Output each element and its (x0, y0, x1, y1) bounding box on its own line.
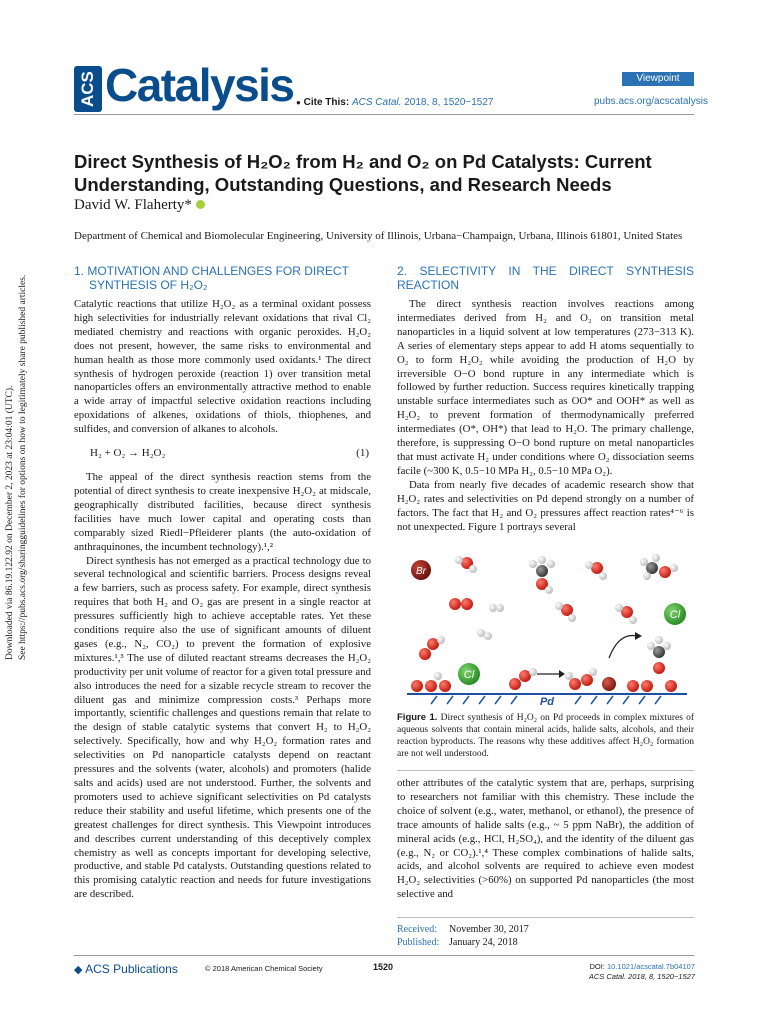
article-title (74, 150, 694, 196)
cite-journal: ACS Catal. (351, 97, 402, 108)
caption-text: Direct synthesis of H₂O₂ on Pd proceeds in complex mixtures of aqueous solvents that contain mineral acids, halide salts, alcohols, and their reaction byproducts. The reasons why these additives affect H₂O₂ formation are not well understood. (397, 713, 695, 759)
hydrogen-molecule (489, 604, 504, 612)
cite-label: Cite This: (303, 97, 350, 108)
copyright: © 2018 American Chemical Society (205, 964, 323, 973)
equation-1 (74, 437, 371, 471)
methanol-molecule (529, 556, 555, 594)
publisher-logo[interactable] (74, 962, 178, 976)
cite-icon: ● (296, 98, 301, 107)
equation-text: H₂ + O₂ → H₂O₂ (90, 447, 166, 460)
pd-surface (407, 694, 687, 706)
doi-link[interactable]: 10.1021/acscatal.7b04107 (607, 962, 695, 971)
cite-this[interactable] (296, 97, 493, 108)
page-number: 1520 (373, 962, 394, 972)
header-divider (74, 114, 694, 115)
section-1-heading-line-1: 1. MOTIVATION AND CHALLENGES FOR DIRECT (74, 264, 349, 278)
orcid-icon[interactable] (196, 200, 205, 209)
water-molecule (555, 602, 576, 622)
received-label: Received: (397, 924, 437, 935)
adsorbed-hooh (565, 668, 597, 690)
water-molecule (455, 556, 477, 573)
received-date: November 30, 2017 (449, 924, 529, 935)
journal-reference: ACS Catal. 2018, 8, 1520−1527 (588, 972, 695, 981)
download-notice-line-2: See https://pubs.acs.org/sharingguidelines for options on how to legitimately share published articles. (18, 274, 28, 660)
figure-1 (397, 546, 695, 706)
title-line-2: Understanding, Outstanding Questions, and Research Needs (74, 174, 612, 195)
dates-divider (397, 917, 694, 918)
acs-publications-icon: ◆ (74, 964, 83, 976)
doi-block (560, 962, 695, 982)
reaction-arrow (537, 670, 565, 678)
caption-label: Figure 1. (397, 712, 438, 723)
section-1-heading (74, 264, 371, 292)
published-date: January 24, 2018 (449, 937, 518, 948)
published-label: Published: (397, 937, 440, 948)
caption-divider (397, 770, 694, 771)
chloride-ion (664, 603, 686, 625)
oxygen-molecule (449, 598, 473, 610)
paragraph: The appeal of the direct synthesis reaction stems from the potential of direct synthesis to create inexpensive H₂O₂ at midscale, geographically distributed facilities, because direct synthesis facilities have much lower capital and operating costs than comparably sized Riedl−Pfleiderer plants (the auto-oxidation of anthraquinones, the incumbent technology).¹,² (74, 471, 371, 553)
title-line-1: Direct Synthesis of H₂O₂ from H₂ and O₂ on Pd Catalysts: Current (74, 151, 652, 172)
author-name: David W. Flaherty* (74, 197, 192, 213)
article-type-badge: Viewpoint (622, 72, 694, 86)
left-column (74, 264, 371, 902)
doi-label: DOI: (589, 962, 605, 971)
section-1-heading-line-2: SYNTHESIS OF H₂O₂ (89, 278, 208, 292)
paragraph: The direct synthesis reaction involves reactions among intermediates derived from H₂ and O₂ on transition metal nanoparticles in a liquid solvent at low temperatures (273−313 K). A series of elementary steps appear to add H atoms sequentially to O₂ to form H₂O₂ while avoiding the production of H₂O by irreversible O−O bond rupture in any intermediate which is followed by further reduction. Success requires kinetically trapping unstable surface intermediates such as OO* and OOH* as well as H₂O₂ to prevent formation of thermodynamically preferred intermediates (O*, OH*) that lead to H₂O. The primary challenge, therefore, is suppressing O−O bond rupture on metal nanoparticles that must activate H₂ under conditions where O₂ dissociation seems facile (~300 K, 0.5−10 MPa H₂, 0.5−10 MPa O₂). (397, 298, 694, 477)
footer-divider (74, 955, 694, 956)
affiliation: Department of Chemical and Biomolecular Engineering, University of Illinois, Urbana−Champaign, Urbana, Illinois 61801, United States (74, 230, 683, 242)
curved-arrow (609, 632, 642, 658)
hydrogen-molecule (477, 629, 492, 640)
author[interactable] (74, 197, 205, 214)
bromide-ion (411, 560, 431, 580)
paragraph: Data from nearly five decades of academic research show that H₂O₂ rates and selectivities on Pd depend strongly on a number of factors. The fact that H₂ and O₂ pressures affect reaction rates⁴⁻⁶ is not unexpected. Figure 1 portrays several (397, 478, 694, 533)
figure-1-illustration (397, 546, 695, 706)
water-molecule (585, 561, 607, 580)
ooh-intermediate (419, 636, 445, 660)
received-row (397, 923, 529, 936)
pd-adatom (602, 677, 616, 691)
paragraph: Catalytic reactions that utilize H₂O₂ as a terminal oxidant possess high selectivities for industrially relevant oxidations that rival Cl₂ mediated chemistry and reactions with organic peroxides. H₂O₂ does not present, however, the same risks to environmental and human health as those more commonly used oxidants.¹ The direct synthesis of hydrogen peroxide (reaction 1) over transition metal nanoparticles offers an environmentally attractive method to enable a wide array of impactful selective oxidation reactions including epoxidations of alkenes, oxidations of thiols, thiophenes, and sulfides, and conversion of alkanes to alcohols. (74, 298, 371, 436)
cite-rest: 2018, 8, 1520−1527 (404, 97, 494, 108)
download-notice-line-1: Downloaded via 86.19.122.92 on December 2, 2023 at 23:04:01 (UTC). (5, 385, 15, 660)
right-column-continued (397, 777, 694, 902)
journal-logo (74, 59, 294, 114)
logo-acs-mark: ACS (74, 66, 102, 112)
paragraph: Direct synthesis has not emerged as a practical technology due to several technological and scientific barriers. Process designs reveal a few barriers, such as process safety. For example, direct synthesis requires that both H₂ and O₂ gas are present in a single reactor at pressures sufficiently high to achieve acceptable rates. Yet these conditions require also the use of significant amounts of diluent gases (e.g., N₂, CO₂) to prevent the formation of explosive mixtures.¹,³ The use of diluted reactant streams decreases the H₂O₂ productivity per unit volume of reactor for a given total pressure and also introduces the need for a sizable recycle stream to recover the diluent gas and minimize compression costs.³ Perhaps more importantly, scientific challenges and questions remain that relate to the design of stable catalytic systems that convert H₂ to H₂O₂ selectively. Specifically, how and why H₂O₂ formation rates and selectivities on Pd nanoparticle catalysts depend on reactant pressures and the solvents (water, alcohols) and promoters (halide salts and acids) used are not understood. Further, the solvents and promoters used to achieve significant selectivities on Pd catalysts reduce their stability and useful lifetime, which presents one of the greatest challenges for direct synthesis. This Viewpoint introduces and describes current understanding of this deceptively complex chemistry as well as concepts important for developing selective, productive, and stable Pd catalysts. Outstanding questions related to this promising catalytic reaction and needs for future investigations are described. (74, 554, 371, 901)
adsorbed-ooh (509, 668, 537, 690)
svg-text:Cl: Cl (463, 669, 475, 681)
svg-text:Cl: Cl (669, 609, 681, 621)
download-notice (4, 240, 30, 660)
methanol-molecule (640, 554, 678, 580)
section-2-heading: 2. SELECTIVITY IN THE DIRECT SYNTHESIS REACTION (397, 264, 694, 292)
article-dates (397, 923, 529, 949)
figure-1-caption (397, 712, 694, 760)
right-column (397, 264, 694, 534)
equation-number: (1) (356, 447, 369, 460)
adsorbed-methoxy (647, 636, 671, 674)
water-molecule (615, 604, 637, 624)
publisher-name: ACS Publications (85, 962, 178, 976)
adsorbed-oxygen (627, 680, 677, 692)
logo-wordmark: Catalysis (105, 59, 294, 111)
published-row (397, 936, 529, 949)
svg-text:Br: Br (416, 566, 426, 577)
paragraph: other attributes of the catalytic system that are, perhaps, surprising to researchers not familiar with this chemistry. These include the choice of solvent (e.g., water, methanol, or ethanol), the presence of trace amounts of halide salts (e.g., ~ 5 ppm NaBr), the addition of mineral acids (e.g., HCl, H₂SO₄), and the identity of the diluent gas (e.g., N₂ or CO₂).¹,⁴ These complex combinations of halide salts, acids, and alcohol solvents are required to achieve even modest H₂O₂ selectivities (>60%) on supported Pd nanoparticles (the most selective and (397, 777, 694, 901)
chloride-ion (458, 663, 480, 685)
adsorbed-oxygen (411, 672, 451, 692)
pd-label: Pd (539, 696, 555, 706)
journal-url-link[interactable]: pubs.acs.org/acscatalysis (594, 96, 708, 107)
doi-line[interactable] (560, 962, 695, 972)
